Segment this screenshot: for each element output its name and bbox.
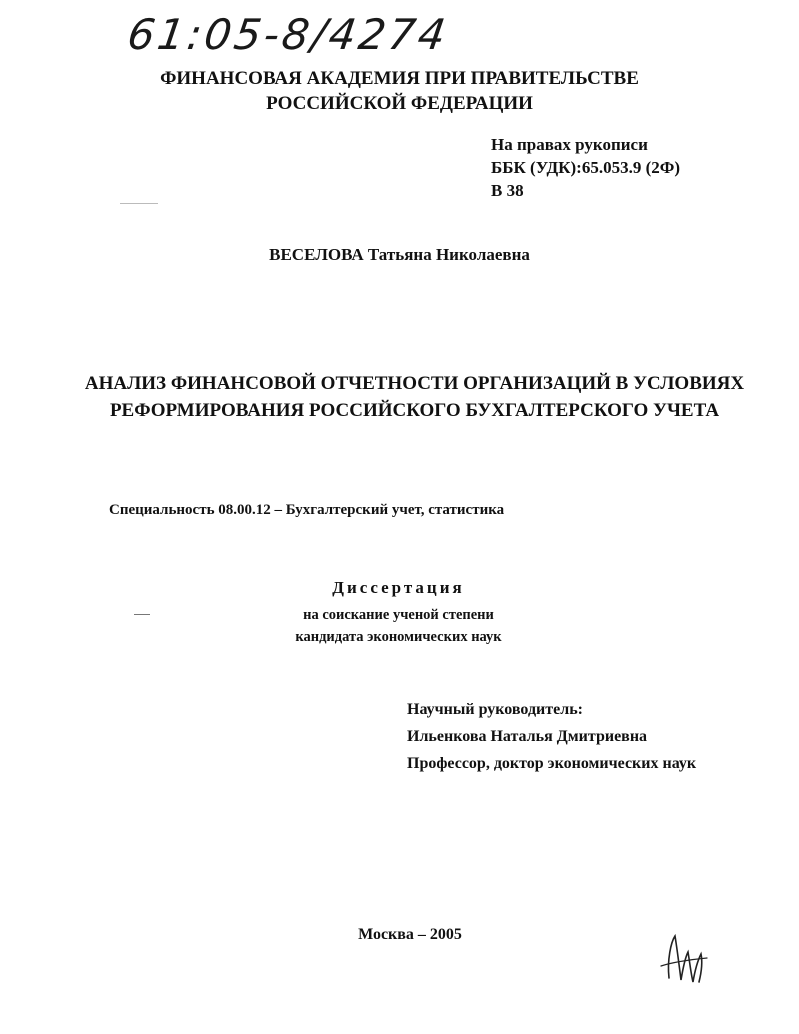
author-surname: ВЕСЕЛОВА xyxy=(269,245,364,264)
degree-line-1: на соискание ученой степени xyxy=(303,607,494,623)
supervisor-block xyxy=(407,696,696,777)
signature-icon xyxy=(655,930,715,990)
rights-line-1: На правах рукописи xyxy=(491,135,648,154)
rights-line-3: В 38 xyxy=(491,181,524,200)
archive-number-handwritten: 61:05-8/4274 xyxy=(124,10,452,59)
dissertation-title xyxy=(0,370,799,424)
supervisor-name: Ильенкова Наталья Дмитриевна xyxy=(407,728,648,745)
specialty: Специальность 08.00.12 – Бухгалтерский учет, статистика xyxy=(109,502,505,518)
scan-speck xyxy=(134,614,150,615)
scan-speck xyxy=(120,203,158,204)
rights-line-2: ББК (УДК):65.053.9 (2Ф) xyxy=(491,158,680,177)
supervisor-label: Научный руководитель: xyxy=(407,701,583,718)
institution-line-1: ФИНАНСОВАЯ АКАДЕМИЯ ПРИ ПРАВИТЕЛЬСТВЕ xyxy=(160,68,639,89)
author-given-names: Татьяна Николаевна xyxy=(367,245,530,264)
institution-line-2: РОССИЙСКОЙ ФЕДЕРАЦИИ xyxy=(266,93,533,114)
degree-line-2: кандидата экономических наук xyxy=(295,629,502,645)
degree-block xyxy=(0,604,797,648)
title-line-1: АНАЛИЗ ФИНАНСОВОЙ ОТЧЕТНОСТИ ОРГАНИЗАЦИЙ В УСЛОВИЯХ xyxy=(84,373,745,394)
supervisor-position: Профессор, доктор экономических наук xyxy=(407,755,697,772)
city-year: Москва – 2005 xyxy=(358,926,462,943)
title-line-2: РЕФОРМИРОВАНИЯ РОССИЙСКОГО БУХГАЛТЕРСКОГО УЧЕТА xyxy=(109,400,720,421)
dissertation-heading: Диссертация xyxy=(332,578,465,597)
author-name xyxy=(0,245,799,265)
rights-block xyxy=(491,133,680,202)
